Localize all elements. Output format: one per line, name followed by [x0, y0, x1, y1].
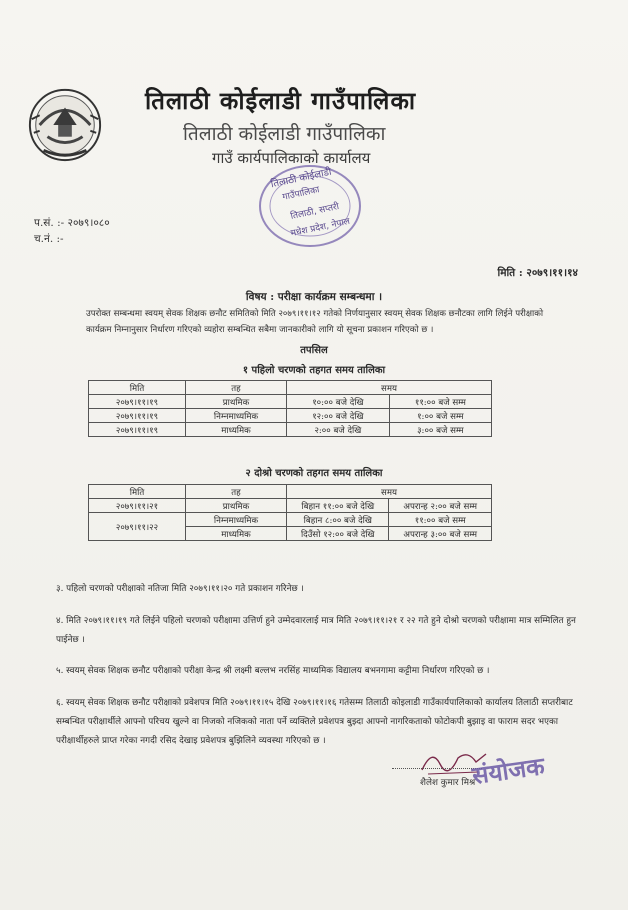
- header-time: समय: [287, 381, 492, 395]
- cell-level: माध्यमिक: [186, 527, 287, 541]
- subject-line: विषय : परीक्षा कार्यक्रम सम्बन्धमा ।: [245, 291, 383, 303]
- schedule-table-phase-1: [88, 380, 492, 437]
- cell-date: २०७९।११।१९: [89, 423, 186, 437]
- table-row: [89, 409, 492, 423]
- note-6: ६. स्वयम् सेवक शिक्षक छनौट परीक्षाको प्रवेशपत्र मिति २०७९।११।१५ देखि २०७९।११।१६ गतेसम्म तिलाठी कोइलाडी गाउँकार्यपालिकाको कार्यालय तिलाठी सप्तरीबाट सम्बन्धित परीक्षार्थीले आफ्नो परिचय खुल्ने वा निजको नजिकको नाता पर्ने व्यक्तिले प्रवेशपत्र बुझ्दा आफ्नो नागरिकताको फोटोकपी बुझाइ वा फाराम सदर भएका परीक्षार्थीहरुले प्राप्त गरेका नगदी रसिद देखाइ प्रवेशपत्र बुझिलिने व्यवस्था गरिएको छ ।: [56, 698, 573, 746]
- letter-date: मिति : २०७९।११।१४: [497, 267, 578, 279]
- cell-date: २०७९।११।१९: [89, 409, 186, 423]
- cell-date: २०७९।११।२२: [89, 513, 186, 541]
- coordinator-stamp: संयोजक: [470, 752, 547, 790]
- cell-time-to: ११:०० बजे सम्म: [389, 395, 491, 409]
- table-header-row: [89, 381, 492, 395]
- cell-time-to: ११:०० बजे सम्म: [389, 513, 492, 527]
- seal-line-3: तिलाठी, सप्तरी: [289, 201, 341, 222]
- note-4: ४. मिति २०७९।११।१९ गते लिईने पहिलो चरणको परीक्षामा उत्तिर्ण हुने उम्मेदवारलाई मात्र मिति २०७९।११।२१ र २२ गते हुने दोश्रो चरणको परीक्षामा मात्र सम्मिलित हुन पाईनेछ ।: [56, 616, 576, 645]
- cell-time-from: २:०० बजे देखि: [287, 423, 390, 437]
- seal-line-1: तिलाठी कोईलाडी: [269, 166, 333, 191]
- note-5: ५. स्वयम् सेवक शिक्षक छनौट परीक्षाको परीक्षा केन्द्र श्री लक्ष्मी बल्लभ नरसिंह माध्यमिक विद्यालय बभनगामा कट्टीमा निर्धारण गरिएको छ ।: [56, 666, 490, 676]
- header-level: तह: [186, 381, 287, 395]
- seal-line-2: गाउँपालिका: [281, 185, 321, 203]
- cell-time-to: १:०० बजे सम्म: [389, 409, 491, 423]
- cell-time-from: दिउँसो १२:०० बजे देखि: [287, 527, 389, 541]
- letter-number: प.सं. :- २०७९।०८०: [34, 217, 110, 229]
- dispatch-number: च.नं. :-: [34, 233, 64, 245]
- cell-time-to: ३:०० बजे सम्म: [389, 423, 491, 437]
- cell-level: प्राथमिक: [186, 499, 287, 513]
- signatory-name: शैलेश कुमार मिश्र: [420, 778, 476, 788]
- header-date: मिति: [89, 485, 186, 499]
- cell-time-to: अपरान्ह २:०० बजे सम्म: [389, 499, 492, 513]
- table-row: [89, 499, 492, 513]
- intro-paragraph: उपरोक्त सम्बन्धमा स्वयम् सेवक शिक्षक छनौट समितिको मिति २०७९।११।१२ गतेको निर्णयानुसार स्वयम् सेवक शिक्षक छनौटका लागि लिईने परीक्षाको कार्यक्रम निम्नानुसार निर्धारण गरिएको व्यहोरा सम्बन्धित सबैमा जानकारीको लागि यो सूचना प्रकाशन गरिएको छ ।: [86, 309, 544, 335]
- municipality-title: तिलाठी कोईलाडी गाउँपालिका: [145, 86, 417, 115]
- cell-date: २०७९।११।२१: [89, 499, 186, 513]
- note-3: ३. पहिलो चरणको परीक्षाको नतिजा मिति २०७९।११।२० गते प्रकाशन गरिनेछ ।: [56, 584, 304, 594]
- tapasil-heading: तपसिल: [300, 345, 328, 356]
- office-title: गाउँ कार्यपालिकाको कार्यालय: [212, 149, 371, 167]
- cell-level: प्राथमिक: [186, 395, 287, 409]
- table1-heading: १ पहिलो चरणको तहगत समय तालिका: [242, 365, 386, 376]
- header-time: समय: [287, 485, 492, 499]
- cell-level: माध्यमिक: [186, 423, 287, 437]
- seal-line-4: मधेश प्रदेश, नेपाल: [289, 216, 351, 240]
- signature-line: [392, 768, 482, 769]
- cell-time-to: अपरान्ह ३:०० बजे सम्म: [389, 527, 492, 541]
- municipality-title-alt: तिलाठी कोईलाडी गाउँपालिका: [183, 123, 386, 145]
- cell-time-from: बिहान ११:०० बजे देखि: [287, 499, 389, 513]
- header-date: मिति: [89, 381, 186, 395]
- table2-heading: २ दोश्रो चरणको तहगत समय तालिका: [245, 468, 383, 479]
- schedule-table-phase-2: [88, 484, 492, 541]
- cell-time-from: १२:०० बजे देखि: [287, 409, 390, 423]
- cell-date: २०७९।११।१९: [89, 395, 186, 409]
- cell-time-from: १०:०० बजे देखि: [287, 395, 390, 409]
- table-row: [89, 513, 492, 527]
- cell-level: निम्नमाध्यमिक: [186, 409, 287, 423]
- nepal-emblem-icon: [26, 86, 104, 164]
- cell-time-from: बिहान ८:०० बजे देखि: [287, 513, 389, 527]
- header-level: तह: [186, 485, 287, 499]
- cell-level: निम्नमाध्यमिक: [186, 513, 287, 527]
- table-row: [89, 423, 492, 437]
- table-header-row: [89, 485, 492, 499]
- table-row: [89, 395, 492, 409]
